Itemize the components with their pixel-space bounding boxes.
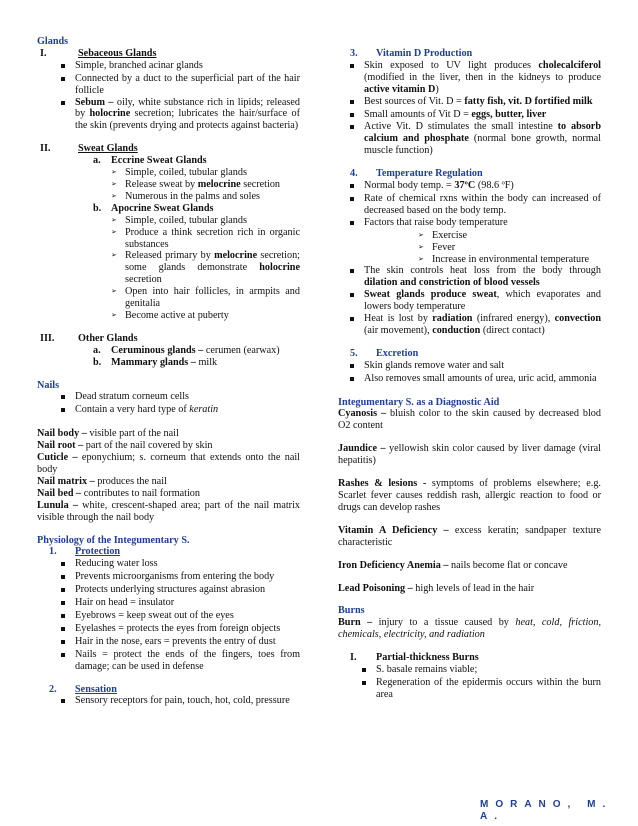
- list-item: Sensory receptors for pain, touch, hot, cold, pressure: [61, 695, 300, 708]
- list-item: ➢ Release sweat by melocrine secretion: [111, 178, 281, 190]
- list-item: ➢ Fever: [418, 241, 456, 253]
- diagnostic-heading: Integumentary S. as a Diagnostic Aid: [338, 396, 500, 408]
- list-item: Protects underlying structures against abrasion: [61, 584, 300, 597]
- list-item: Best sources of Vit. D = fatty fish, vit. D fortified milk: [350, 96, 601, 109]
- nail-definition: Nail bed – contributes to nail formation: [37, 487, 200, 499]
- left-column: [37, 36, 300, 708]
- list-item: ➢ Released primary by melocrine secretion; some glands demonstrate holocrine secretion: [111, 250, 300, 286]
- temperature-heading: 4. Temperature Regulation: [350, 168, 483, 180]
- right-column: [338, 48, 601, 701]
- eccrine-heading: a. Eccrine Sweat Glands: [93, 155, 207, 167]
- protection-heading: 1. Protection: [49, 546, 121, 558]
- sebaceous-heading: I. Sebaceous Glands: [40, 47, 157, 59]
- list-item: Skin glands remove water and salt: [350, 360, 601, 373]
- burn-definition: Burn – injury to a tissue caused by heat, cold, friction, chemicals, electricity, and radiation: [338, 617, 602, 641]
- list-item: Connected by a duct to the superficial part of the hair follicle: [61, 73, 300, 97]
- vitamin-d-heading: 3. Vitamin D Production: [350, 48, 473, 59]
- list-item: b. Mammary glands – milk: [93, 356, 218, 368]
- list-item: Simple, branched acinar glands: [61, 60, 300, 73]
- glands-heading: Glands: [37, 36, 69, 47]
- list-item: Hair on head = insulator: [61, 597, 300, 610]
- physiology-heading: Physiology of the Integumentary S.: [37, 534, 190, 546]
- list-item: S. basale remains viable;: [362, 664, 601, 677]
- list-item: Sweat glands produce sweat, which evaporates and lowers body temperature: [350, 289, 601, 313]
- apocrine-heading: b. Apocrine Sweat Glands: [93, 202, 214, 214]
- list-item: Nails = protect the ends of the fingers, toes from damage; can be used in defense: [61, 649, 300, 673]
- list-item: Dead stratum corneum cells: [61, 391, 300, 404]
- nail-definition: Nail matrix – produces the nail: [37, 475, 167, 487]
- list-item: ➢ Exercise: [418, 229, 468, 241]
- list-item: Also removes small amounts of urea, uric acid, ammonia: [350, 373, 601, 386]
- nail-definition: Nail body – visible part of the nail: [37, 428, 179, 440]
- sweat-heading: II. Sweat Glands: [40, 143, 138, 155]
- list-item: ➢ Increase in environmental temperature: [418, 253, 589, 265]
- list-item: Hair in the nose, ears = prevents the entry of dust: [61, 636, 300, 649]
- list-item: ➢ Open into hair follicles, in armpits and genitalia: [111, 286, 300, 310]
- nail-definition: Lunula – white, crescent-shaped area; part of the nail matrix visible through the nail body: [37, 499, 300, 523]
- list-item: Eyebrows = keep sweat out of the eyes: [61, 610, 300, 623]
- sensation-heading: 2. Sensation: [49, 683, 117, 695]
- list-item: ➢ Become active at puberty: [111, 309, 229, 321]
- list-item: Reducing water loss: [61, 558, 300, 571]
- list-item: Normal body temp. = 37ºC (98.6 ºF): [350, 180, 601, 193]
- diagnostic-entry: Cyanosis – bluish color to the skin caused by decreased blod O2 content: [338, 408, 601, 432]
- list-item: ➢ Simple, coiled, tubular glands: [111, 214, 247, 226]
- excretion-heading: 5. Excretion: [350, 347, 419, 359]
- list-item: Regeneration of the epidermis occurs within the burn area: [362, 677, 601, 701]
- author-footer: MORANO, M. A.: [480, 799, 613, 822]
- diagnostic-entry: Vitamin A Deficiency – excess keratin; sandpaper texture characteristic: [338, 524, 601, 548]
- list-item: Contain a very hard type of keratin: [61, 404, 300, 417]
- diagnostic-entry: Jaundice – yellowish skin color caused by liver damage (viral hepatitis): [338, 443, 602, 467]
- diagnostic-entry: Lead Poisoning – high levels of lead in the hair: [338, 582, 535, 594]
- list-item: Active Vit. D stimulates the small intestine to absorb calcium and phosphate (normal bone growth, normal muscle function): [350, 121, 601, 157]
- list-item: ➢ Numerous in the palms and soles: [111, 190, 260, 202]
- diagnostic-entry: Iron Deficiency Anemia – nails become flat or concave: [338, 559, 568, 571]
- other-glands-heading: III. Other Glands: [40, 332, 138, 344]
- nail-definition: Nail root – part of the nail covered by skin: [37, 440, 213, 452]
- list-item: Prevents microorganisms from entering the body: [61, 571, 300, 584]
- list-item: Small amounts of Vit D = eggs, butter, liver: [350, 109, 601, 122]
- partial-thickness-heading: I. Partial-thickness Burns: [350, 652, 479, 664]
- list-item: Eyelashes = protects the eyes from foreign objects: [61, 623, 300, 636]
- nail-definition: Cuticle – eponychium; s. corneum that extends onto the nail body: [37, 452, 300, 475]
- list-item: Skin exposed to UV light produces cholecalciferol (modified in the liver, then in the kidneys to produce active vitamin D): [350, 60, 601, 96]
- list-item: Sebum – oily, white substance rich in lipids; released by holocrine secretion; lubricates the hair/surface of the skin (prevents drying and protects against bacteria): [61, 97, 300, 133]
- list-item: ➢ Simple, coiled, tubular glands: [111, 167, 247, 179]
- diagnostic-entry: Rashes & lesions - symptoms of problems elsewhere; e.g. Scarlet fever causes reddish rash, allergic reaction to food or drugs can develop rashes: [338, 478, 601, 513]
- list-item: Factors that raise body temperature: [350, 217, 601, 230]
- list-item: ➢ Produce a think secretion rich in organic substances: [111, 226, 300, 250]
- list-item: Heat is lost by radiation (infrared energy), convection (air movement), conduction (direct contact): [350, 313, 601, 337]
- list-item: The skin controls heat loss from the body through dilation and constriction of blood vessels: [350, 265, 601, 289]
- list-item: Rate of chemical rxns within the body can increased of decreased based on the body temp.: [350, 193, 601, 217]
- nails-heading: Nails: [37, 379, 60, 391]
- burns-heading: Burns: [338, 605, 365, 617]
- list-item: a. Ceruminous glands – cerumen (earwax): [93, 344, 280, 356]
